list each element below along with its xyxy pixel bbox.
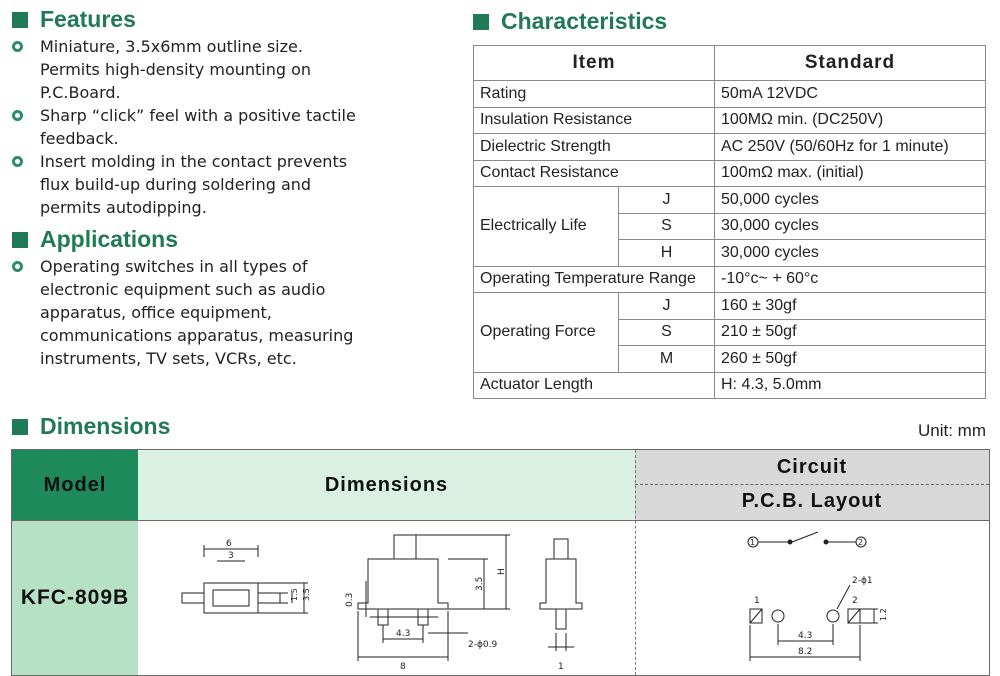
item-cell: Electrically Life [474, 187, 619, 267]
item-cell: Operating Force [474, 293, 619, 373]
col-standard-header: Standard [715, 46, 986, 81]
table-row [474, 266, 986, 293]
table-row [474, 107, 986, 134]
standard-cell: AC 250V (50/60Hz for 1 minute) [715, 134, 986, 161]
end-view-drawing [540, 539, 582, 672]
type-cell: M [619, 346, 715, 373]
standard-cell: 100MΩ min. (DC250V) [715, 107, 986, 134]
circle-bullet-icon [12, 110, 23, 121]
feature-item: Insert molding in the contact prevents flux build-up during soldering and permits autodipping. [40, 152, 348, 217]
dimensions-table [11, 449, 990, 676]
item-cell: Contact Resistance [474, 160, 715, 187]
col-circuit-header [635, 450, 989, 520]
item-cell: Operating Temperature Range [474, 266, 715, 293]
pcb-layout-label: P.C.B. Layout [741, 490, 883, 512]
pcb-label: 2 [852, 596, 858, 606]
col-model-header: Model [12, 450, 138, 520]
dim-label: 2-ϕ0.9 [468, 640, 498, 650]
characteristics-table [473, 45, 986, 399]
standard-cell: 50mA 12VDC [715, 81, 986, 108]
circuit-terminal-label: 2 [858, 538, 864, 547]
type-cell: H [619, 240, 715, 267]
square-bullet-icon [12, 419, 28, 435]
dim-label: 0.3 [345, 592, 355, 607]
circle-bullet-icon [12, 156, 23, 167]
circuit-terminal-label: 1 [750, 538, 756, 547]
divider [635, 484, 989, 485]
standard-cell: 50,000 cycles [715, 187, 986, 214]
circuit-diagram [748, 532, 866, 547]
type-cell: J [619, 293, 715, 320]
type-cell: J [619, 187, 715, 214]
dim-label: 3.5 [302, 588, 311, 601]
standard-cell: H: 4.3, 5.0mm [715, 372, 986, 399]
pcb-label: 4.3 [798, 631, 813, 641]
item-cell: Rating [474, 81, 715, 108]
standard-cell: 30,000 cycles [715, 213, 986, 240]
item-cell: Insulation Resistance [474, 107, 715, 134]
circle-bullet-icon [12, 41, 23, 52]
unit-label: Unit: mm [918, 421, 986, 440]
col-dimensions-header: Dimensions [138, 450, 635, 520]
pcb-label: 2-ϕ1 [852, 576, 873, 586]
table-row [474, 372, 986, 399]
standard-cell: 30,000 cycles [715, 240, 986, 267]
standard-cell: 210 ± 50gf [715, 319, 986, 346]
table-row [474, 81, 986, 108]
square-bullet-icon [473, 14, 489, 30]
dim-label: 8 [400, 662, 406, 672]
features-heading: Features [12, 6, 136, 33]
table-header-row [474, 46, 986, 81]
table-row [474, 134, 986, 161]
application-item: Operating switches in all types of electronic equipment such as audio apparatus, office equipment, communications apparatus, measuring instruments, TV sets, VCRs, etc. [40, 257, 354, 368]
table-row [474, 293, 986, 320]
side-view-drawing [345, 535, 510, 672]
pcb-layout-diagram [750, 576, 888, 661]
square-bullet-icon [12, 12, 28, 28]
applications-heading: Applications [12, 226, 178, 253]
characteristics-heading: Characteristics [473, 8, 667, 35]
table-row [474, 187, 986, 214]
dim-label: 4.3 [396, 629, 411, 639]
dim-label: 6 [226, 539, 232, 549]
standard-cell: -10°c~ + 60°c [715, 266, 986, 293]
model-cell: KFC-809B [12, 521, 138, 675]
dim-label: H [497, 568, 507, 575]
item-cell: Dielectric Strength [474, 134, 715, 161]
item-cell: Actuator Length [474, 372, 715, 399]
top-view-drawing [182, 539, 311, 613]
standard-cell: 100mΩ max. (initial) [715, 160, 986, 187]
pcb-label: 1 [754, 596, 760, 606]
standard-cell: 260 ± 50gf [715, 346, 986, 373]
standard-cell: 160 ± 30gf [715, 293, 986, 320]
dim-label: 1 [558, 662, 564, 672]
dimensions-heading: Dimensions [12, 413, 170, 440]
dim-label: 1.5 [290, 588, 299, 601]
circuit-label: Circuit [776, 456, 848, 478]
type-cell: S [619, 319, 715, 346]
dim-label: 3 [228, 551, 234, 561]
dimension-drawing [138, 521, 988, 675]
table-row [474, 160, 986, 187]
feature-item: Sharp “click” feel with a positive tactile feedback. [40, 106, 356, 148]
circle-bullet-icon [12, 261, 23, 272]
square-bullet-icon [12, 232, 28, 248]
col-item-header: Item [474, 46, 715, 81]
pcb-label: 8.2 [798, 647, 813, 657]
feature-item: Miniature, 3.5x6mm outline size. Permits high-density mounting on P.C.Board. [40, 37, 312, 102]
dim-label: 3.5 [475, 576, 485, 591]
pcb-label: 1.2 [879, 608, 888, 621]
type-cell: S [619, 213, 715, 240]
